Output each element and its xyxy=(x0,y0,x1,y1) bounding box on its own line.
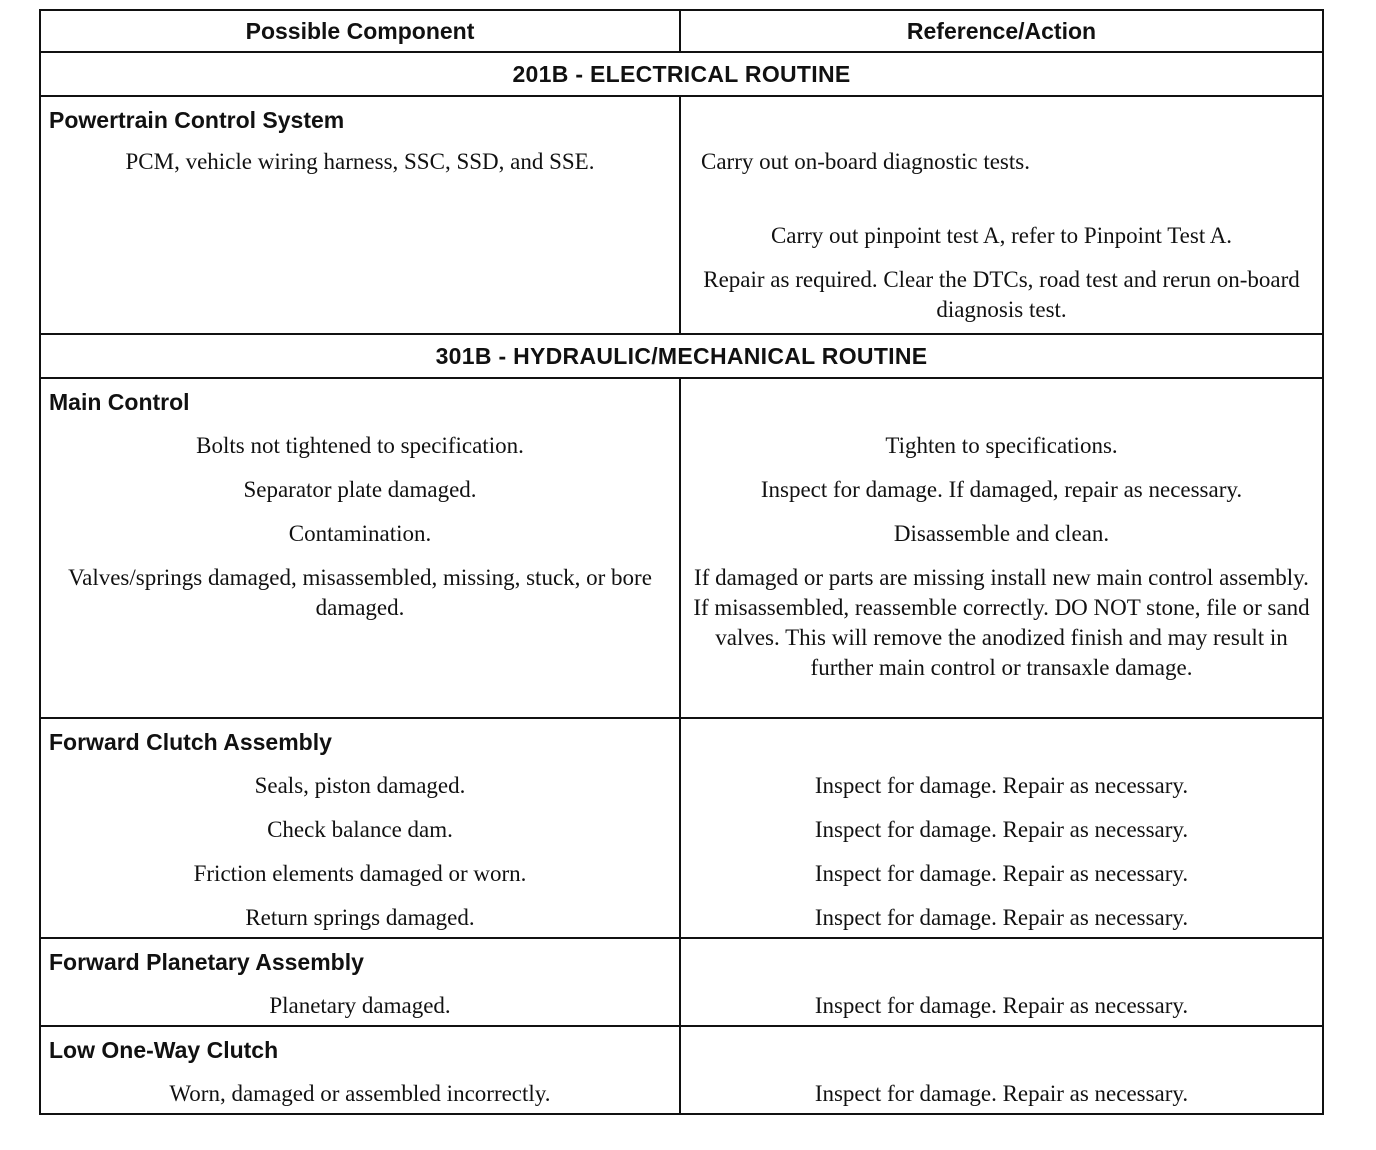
group-title-powertrain: Powertrain Control System xyxy=(49,107,345,133)
action-text: Inspect for damage. Repair as necessary. xyxy=(814,861,1189,886)
action-text: If damaged or parts are missing install new main control assembly. If misassembled, reassemble correctly. DO NOT stone, file or sand valves. This will remove the anodized finish and may result in further main control or transaxle damage. xyxy=(693,565,1310,680)
action-text: Inspect for damage. Repair as necessary. xyxy=(814,817,1189,842)
diagnosis-table xyxy=(39,9,1324,1115)
component-text: Valves/springs damaged, misassembled, missing, stuck, or bore damaged. xyxy=(68,565,652,620)
component-text: Planetary damaged. xyxy=(269,993,451,1018)
group-row-forward-clutch xyxy=(40,718,1323,938)
section-row-electrical xyxy=(40,52,1323,96)
action-text: Inspect for damage. Repair as necessary. xyxy=(814,993,1189,1018)
component-cell-low-one-way-clutch xyxy=(40,1026,680,1114)
action-text: Carry out pinpoint test A, refer to Pinpoint Test A. xyxy=(770,223,1233,248)
component-text: Check balance dam. xyxy=(267,817,453,842)
component-text: Separator plate damaged. xyxy=(243,477,477,502)
action-cell-forward-clutch xyxy=(680,718,1323,938)
component-text: PCM, vehicle wiring harness, SSC, SSD, and SSE. xyxy=(125,149,595,174)
component-cell-forward-planetary xyxy=(40,938,680,1026)
action-cell-powertrain xyxy=(680,96,1323,334)
component-text: Return springs damaged. xyxy=(245,905,475,930)
action-text: Tighten to specifications. xyxy=(885,433,1118,458)
group-title-low-one-way-clutch: Low One-Way Clutch xyxy=(49,1037,279,1063)
section-title-hydraulic: 301B - HYDRAULIC/MECHANICAL ROUTINE xyxy=(40,334,1323,378)
action-text: Inspect for damage. Repair as necessary. xyxy=(814,773,1189,798)
group-title-main-control: Main Control xyxy=(49,389,190,415)
component-text: Seals, piston damaged. xyxy=(254,773,466,798)
table-header-row xyxy=(40,10,1323,52)
group-row-low-one-way-clutch xyxy=(40,1026,1323,1114)
group-row-powertrain xyxy=(40,96,1323,334)
component-text: Contamination. xyxy=(288,521,432,546)
group-row-main-control xyxy=(40,378,1323,718)
group-row-forward-planetary xyxy=(40,938,1323,1026)
action-text: Carry out on-board diagnostic tests. xyxy=(701,149,1030,174)
action-text: Inspect for damage. Repair as necessary. xyxy=(814,905,1189,930)
header-reference-action: Reference/Action xyxy=(680,10,1323,52)
action-cell-forward-planetary xyxy=(680,938,1323,1026)
component-cell-main-control xyxy=(40,378,680,718)
component-cell-forward-clutch xyxy=(40,718,680,938)
component-text: Worn, damaged or assembled incorrectly. xyxy=(169,1081,551,1106)
section-title-electrical: 201B - ELECTRICAL ROUTINE xyxy=(40,52,1323,96)
component-text: Friction elements damaged or worn. xyxy=(193,861,527,886)
component-text: Bolts not tightened to specification. xyxy=(196,433,524,458)
action-text: Inspect for damage. If damaged, repair as necessary. xyxy=(760,477,1243,502)
component-cell-powertrain xyxy=(40,96,680,334)
section-row-hydraulic xyxy=(40,334,1323,378)
group-title-forward-clutch: Forward Clutch Assembly xyxy=(49,729,332,755)
header-possible-component: Possible Component xyxy=(40,10,680,52)
action-text: Disassemble and clean. xyxy=(893,521,1110,546)
action-text: Inspect for damage. Repair as necessary. xyxy=(814,1081,1189,1106)
action-cell-main-control xyxy=(680,378,1323,718)
action-cell-low-one-way-clutch xyxy=(680,1026,1323,1114)
group-title-forward-planetary: Forward Planetary Assembly xyxy=(49,949,364,975)
action-text: Repair as required. Clear the DTCs, road test and rerun on-board diagnosis test. xyxy=(703,267,1300,322)
